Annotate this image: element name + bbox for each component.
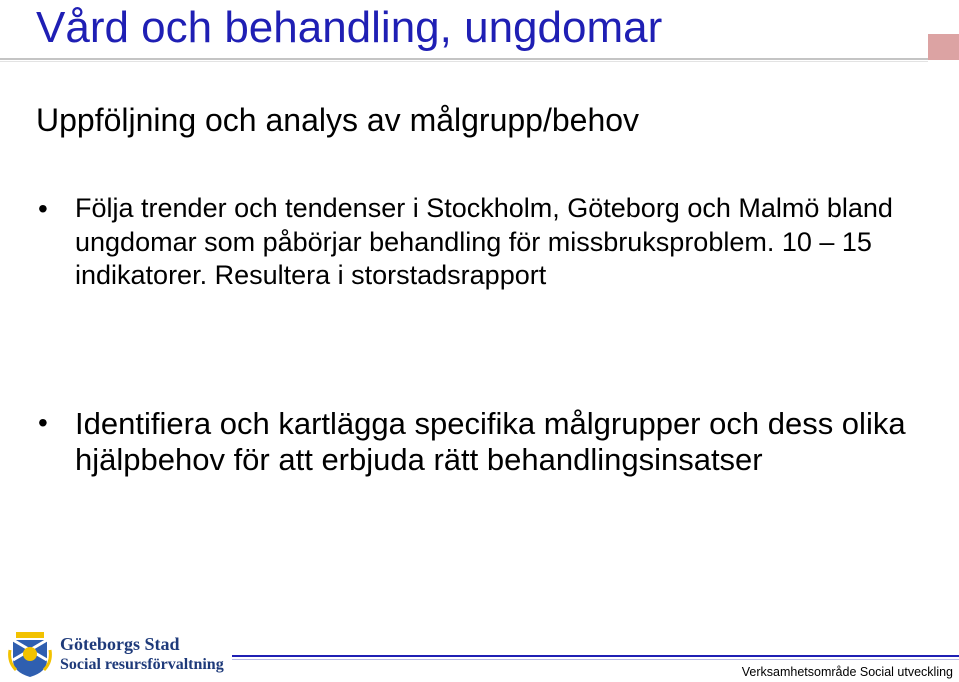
title-divider: [0, 58, 928, 60]
title-accent-square: [928, 34, 959, 60]
logo-department: Social resursförvaltning: [60, 656, 224, 673]
footer-divider: [232, 655, 959, 657]
footer-divider-light: [232, 659, 959, 660]
bullet-text: Följa trender och tendenser i Stockholm, Göteborg och Malmö bland ungdomar som påbörjar behandling för missbruksproblem. 10 – 15 indikatorer. Resultera i storstadsrapport: [75, 193, 893, 290]
bullet-marker: •: [38, 407, 48, 438]
bullet-text: Identifiera och kartlägga specifika målgrupper och dess olika hjälpbehov för att erbjuda rätt behandlingsinsatser: [75, 406, 906, 477]
title-divider-shadow: [0, 61, 928, 62]
logo-name: Göteborgs Stad: [60, 634, 180, 654]
footer-text: Verksamhetsområde Social utveckling: [741, 665, 953, 679]
slide-subtitle: Uppföljning och analys av målgrupp/behov: [36, 102, 640, 138]
bullet-marker: •: [38, 193, 48, 224]
goteborgs-stad-logo: [8, 630, 223, 678]
coat-of-arms-icon: [8, 630, 52, 678]
slide-title: Vård och behandling, ungdomar: [36, 3, 663, 52]
